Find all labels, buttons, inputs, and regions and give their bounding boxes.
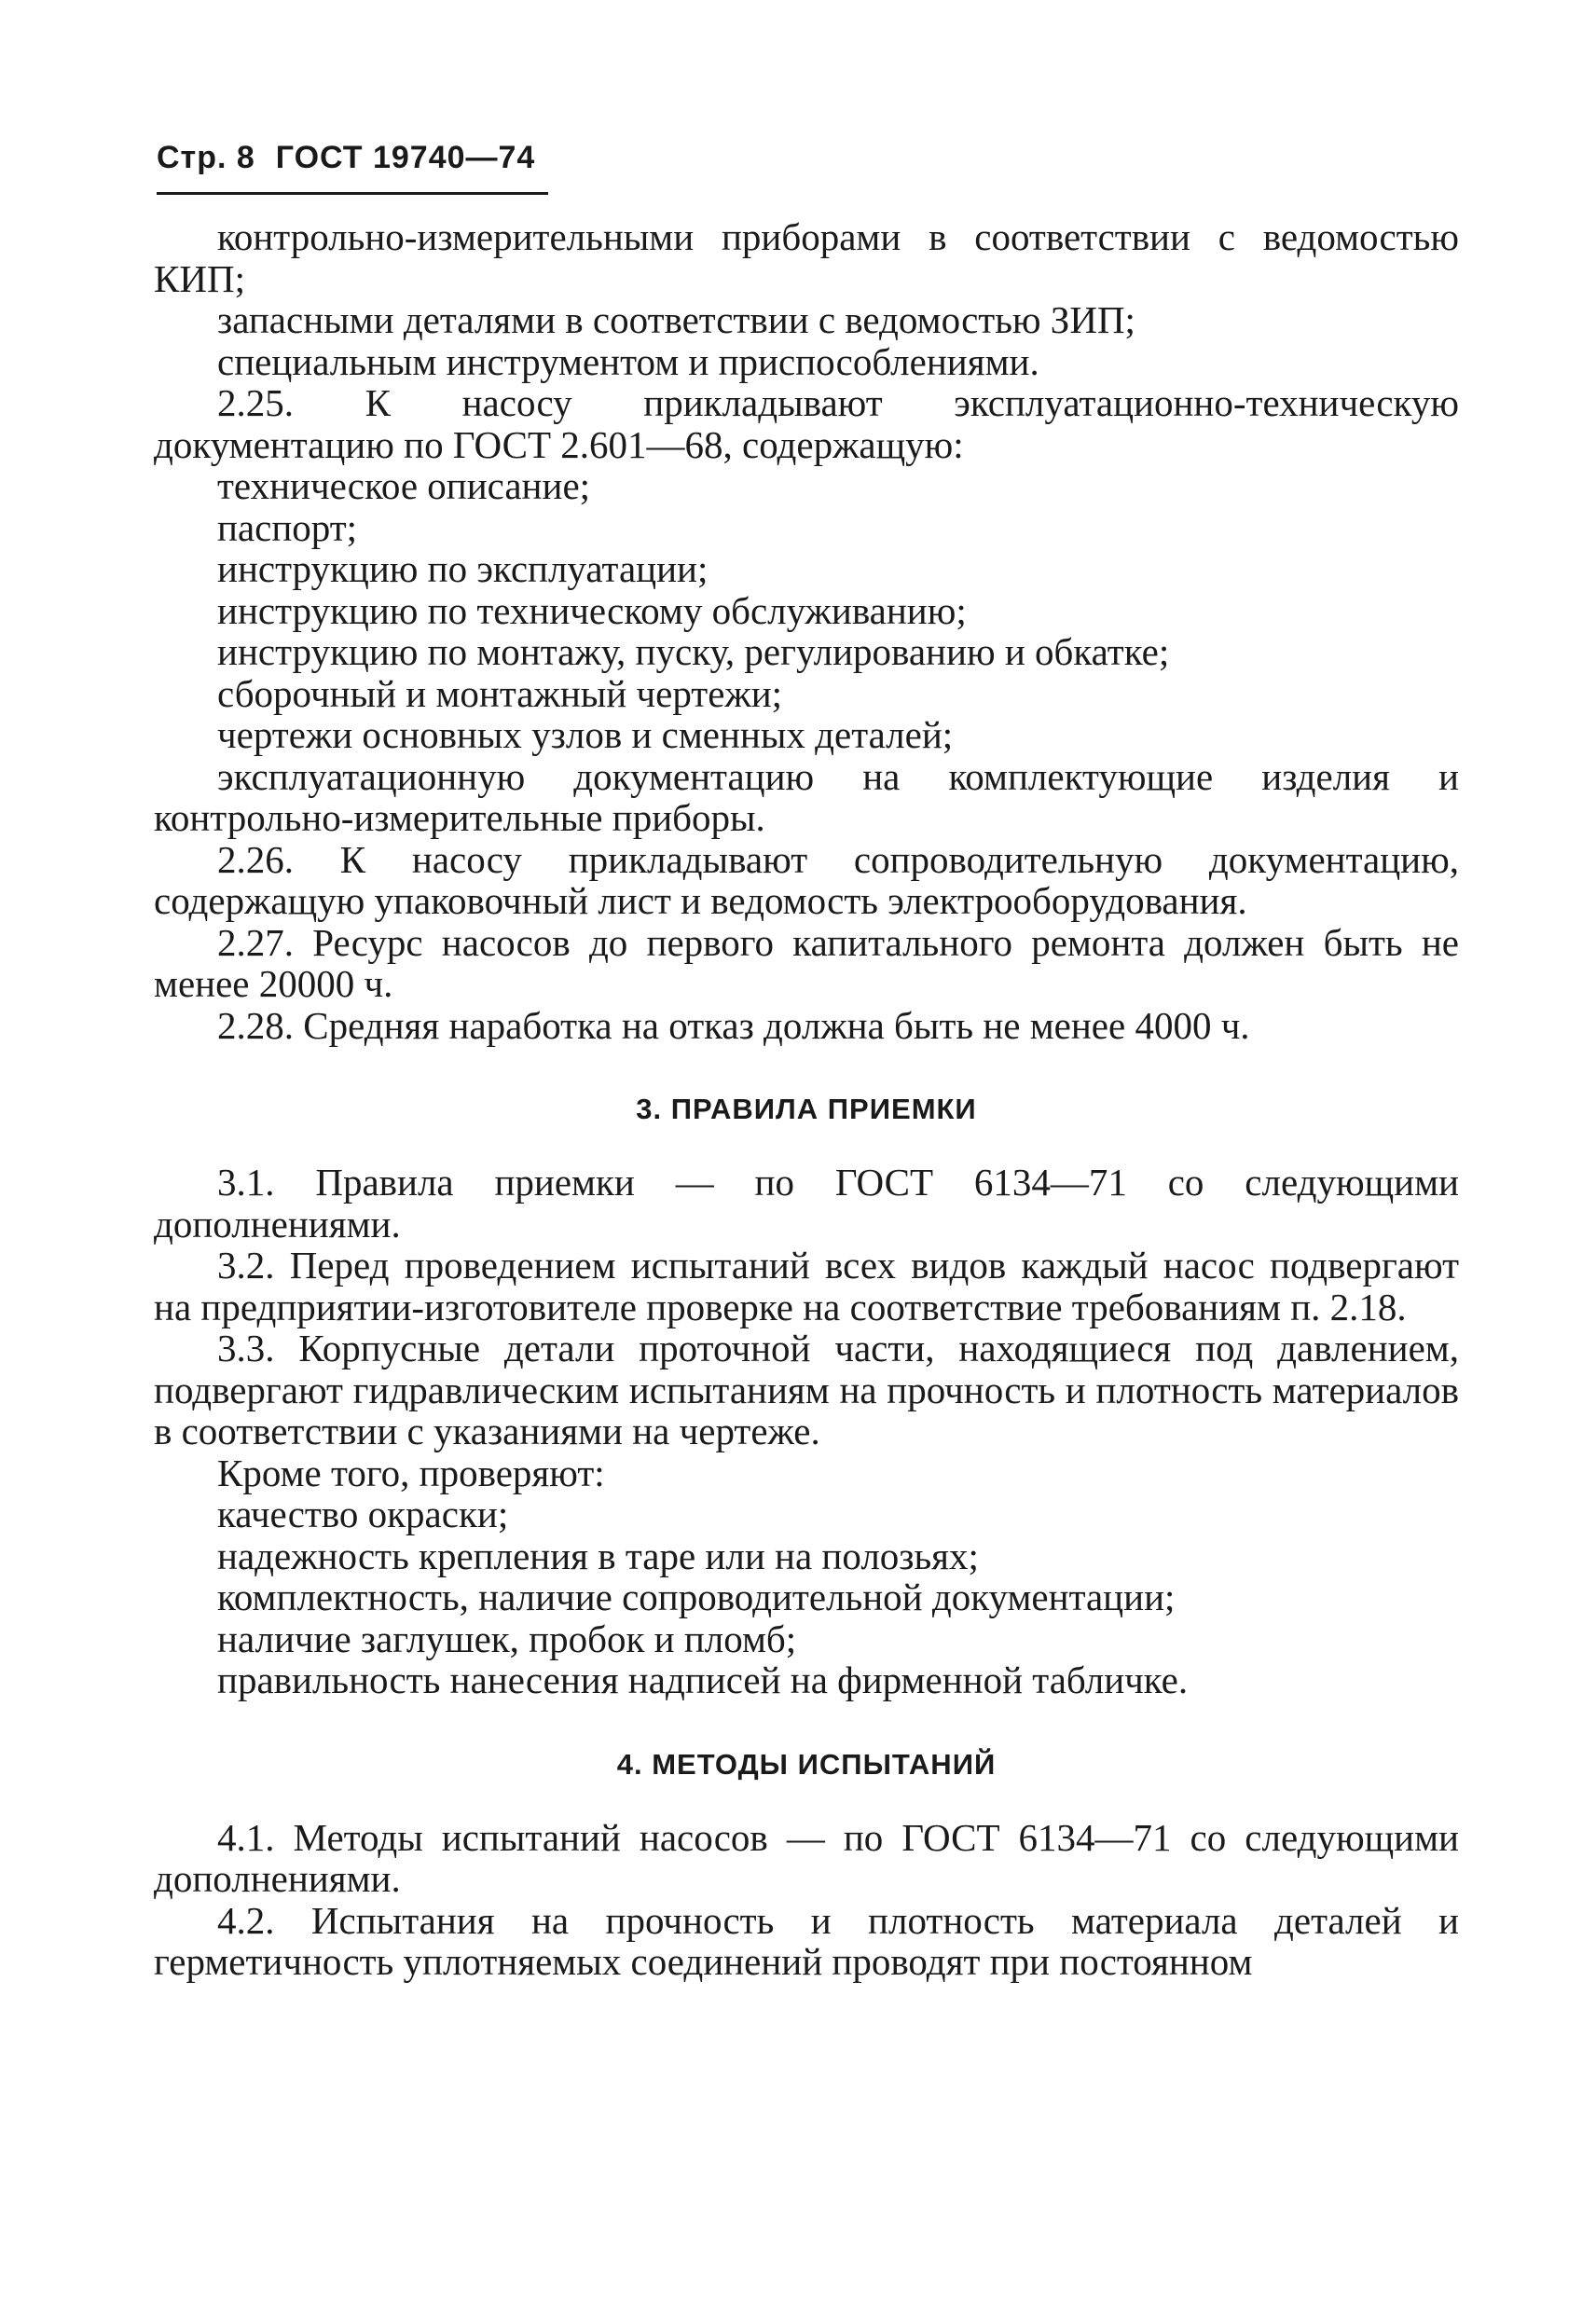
paragraph-3-2: 3.2. Перед проведением испытаний всех видов каждый насос подвергают на предприятии-изготовителе проверке на соответствие требованиям п. 2.18. [154,1244,1459,1328]
page-number: Стр. 8 [157,140,255,175]
paragraph-4-1: 4.1. Методы испытаний насосов — по ГОСТ 6134—71 со следующими дополнениями. [154,1815,1459,1900]
paragraph-2-25: 2.25. К насосу прикладывают эксплуатационно-техническую документацию по ГОСТ 2.601—68, содержащую: [154,381,1459,466]
paragraph-4-2: 4.2. Испытания на прочность и плотность материала деталей и герметичность уплотняемых соединений проводят при постоянном [154,1898,1459,1983]
paragraph-2-28: 2.28. Средняя наработка на отказ должна быть не менее 4000 ч. [217,1003,1250,1047]
list-item-nameplate: правильность нанесения надписей на фирменной табличке. [217,1658,1189,1701]
paragraph-zip: запасными деталями в соответствии с ведомостью ЗИП; [217,298,1135,341]
list-item-unit-drawings: чертежи основных узлов и сменных деталей; [217,713,954,756]
paragraph-3-1: 3.1. Правила приемки — по ГОСТ 6134—71 со следующими дополнениями. [154,1161,1459,1245]
section-3-heading: 3. ПРАВИЛА ПРИЕМКИ [636,1093,977,1125]
list-item-component-docs: эксплуатационную документацию на комплектующие изделия и контрольно-измерительные приборы. [154,754,1459,839]
list-item-passport: паспорт; [217,505,358,549]
document-body [154,216,1459,1983]
list-item-maintenance-manual: инструкцию по техническому обслуживанию; [217,588,967,632]
list-item-operation-manual: инструкцию по эксплуатации; [217,547,709,590]
paragraph-kip: контрольно-измерительными приборами в соответствии с ведомостью КИП; [154,215,1459,300]
list-item-description: техническое описание; [217,464,591,507]
paragraph-checks-intro: Кроме того, проверяют: [217,1451,605,1494]
standard-designation: ГОСТ 19740—74 [275,140,536,175]
list-item-paint-quality: качество окраски; [217,1493,509,1535]
list-item-completeness: комплектность, наличие сопроводительной документации; [217,1576,1176,1618]
paragraph-2-26: 2.26. К насосу прикладывают сопроводительную документацию, содержащую упаковочный лист и ведомость электрооборудования. [154,837,1459,922]
paragraph-2-27: 2.27. Ресурс насосов до первого капитального ремонта должен быть не менее 20000 ч. [154,920,1459,1005]
list-item-fastening: надежность крепления в таре или на полозьях; [217,1534,979,1577]
running-head [157,140,548,176]
paragraph-3-3: 3.3. Корпусные детали проточной части, находящиеся под давлением, подвергают гидравлическим испытаниям на прочность и плотность материалов в соответствии с указаниями на чертеже. [154,1327,1459,1452]
list-item-installation-manual: инструкцию по монтажу, пуску, регулированию и обкатке; [217,630,1170,673]
section-4-heading: 4. МЕТОДЫ ИСПЫТАНИЙ [616,1747,997,1781]
paragraph-tools: специальным инструментом и приспособлениями. [217,339,1039,383]
list-item-assembly-drawings: сборочный и монтажный чертежи; [217,671,783,715]
list-item-plugs-seals: наличие заглушек, пробок и пломб; [217,1617,797,1660]
header-rule [157,192,548,195]
